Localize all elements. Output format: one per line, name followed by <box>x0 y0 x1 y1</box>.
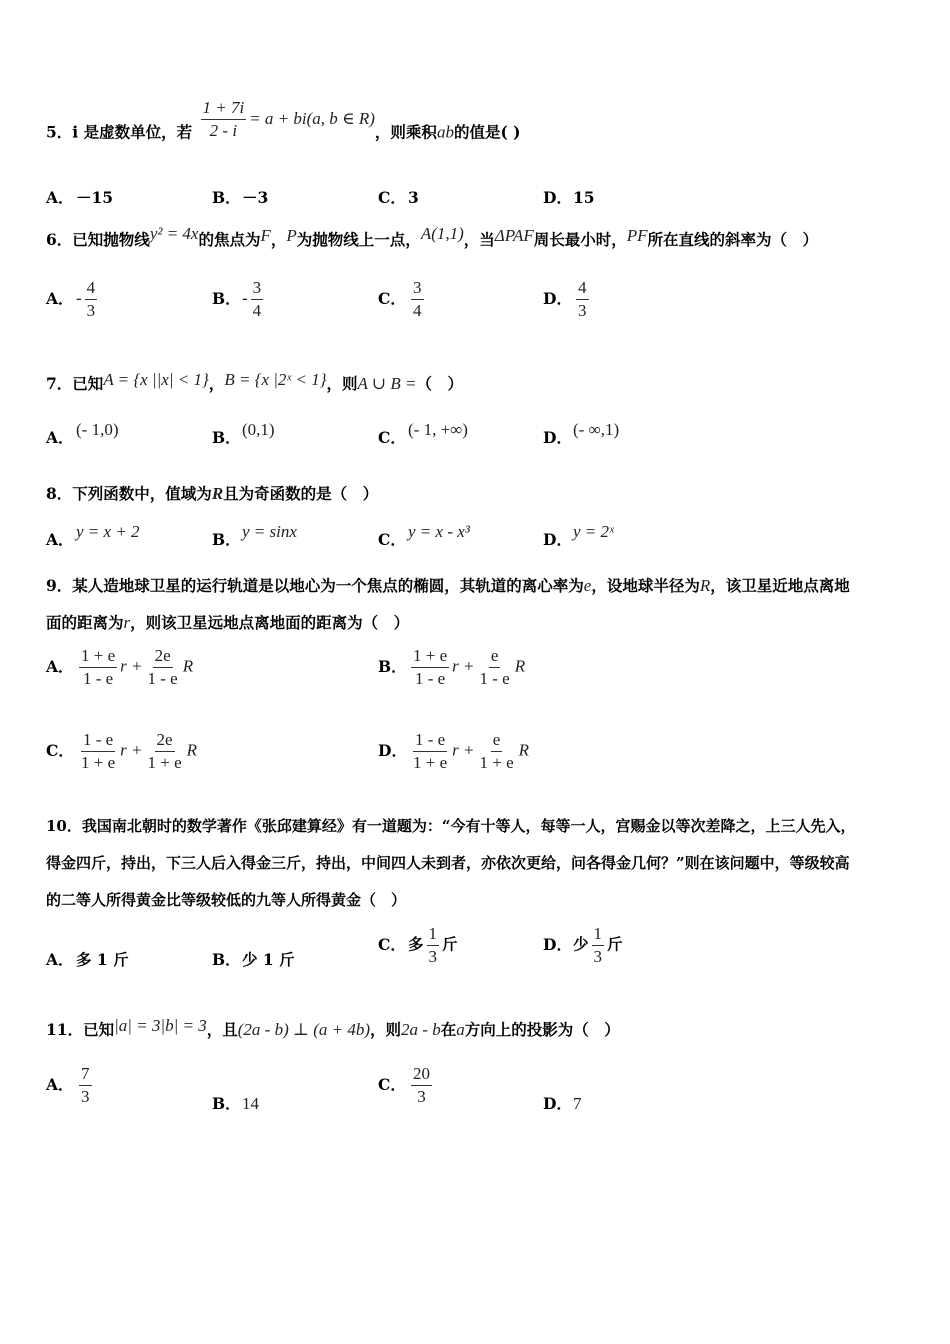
fraction-den: 3 <box>578 301 587 320</box>
option-value: y = x + 2 <box>76 522 140 541</box>
fraction-num: 3 <box>251 278 264 300</box>
option-term: R <box>514 656 526 676</box>
q9-e: e <box>583 576 592 595</box>
option-term: R <box>182 656 194 676</box>
fraction-num: 1 - e <box>413 730 447 752</box>
option-label: C． <box>378 288 406 308</box>
option-term: R <box>518 740 530 760</box>
q7-text: 已知 <box>72 374 104 393</box>
q8-option-a[interactable] <box>46 522 140 550</box>
option-label: C． <box>378 530 406 549</box>
q11-text: 已知 <box>83 1020 115 1039</box>
option-fraction-2 <box>477 730 515 773</box>
option-label: D． <box>543 188 572 207</box>
fraction-den: 1 - e <box>82 669 114 688</box>
q9-option-d[interactable] <box>378 730 529 773</box>
option-value: y = sinx <box>242 522 297 541</box>
option-fraction-1 <box>411 730 449 773</box>
q10-option-c[interactable] <box>378 924 458 967</box>
option-label: A． <box>46 530 74 549</box>
q9-option-a[interactable] <box>46 646 193 689</box>
q8-r: R <box>211 484 224 503</box>
fraction-num: 4 <box>576 278 589 300</box>
fraction-den: 1 - e <box>414 669 446 688</box>
option-term: R <box>186 740 198 760</box>
option-fraction-1 <box>411 646 449 689</box>
option-value: (- ∞,1) <box>573 420 620 439</box>
q9-text: 9．某人造地球卫星的运行轨道是以地心为一个焦点的椭圆，其轨道的离心率为 <box>46 576 584 595</box>
option-value: (- 1, +∞) <box>408 420 468 439</box>
q5-option-a[interactable] <box>46 186 113 208</box>
option-fraction-2 <box>145 730 183 773</box>
option-label: A． <box>46 1074 74 1094</box>
fraction-den: 4 <box>413 301 422 320</box>
option-value: 3 <box>408 188 419 207</box>
q6-pf: PF <box>626 226 648 245</box>
option-label: B． <box>212 1094 241 1113</box>
question-10-line-2: 得金四斤，持出，下三人后入得金三斤，持出，中间四人未到者，亦依次更给，问各得金几何？”则在该问题中，等级较高 <box>46 854 850 872</box>
q6-option-c[interactable] <box>378 278 427 321</box>
q8-text-2: 且为奇函数的是（ ） <box>223 484 379 503</box>
option-value: 7 <box>573 1094 582 1113</box>
q6-triangle: ΔPAF <box>494 226 534 245</box>
option-term: r + <box>120 656 143 676</box>
q6-point-p: P <box>286 226 297 245</box>
fraction-den: 3 <box>593 947 603 966</box>
fraction-den: 1 + e <box>479 753 514 772</box>
fraction-num: 3 <box>411 278 424 300</box>
q7-option-d[interactable] <box>543 420 620 448</box>
q7-text-2: ， <box>208 374 225 393</box>
fraction-num: 1 + e <box>411 646 449 668</box>
q9-option-b[interactable] <box>378 646 525 689</box>
option-fraction <box>251 278 264 321</box>
q11-option-b[interactable] <box>212 1092 259 1114</box>
q5-option-b[interactable] <box>212 186 268 208</box>
q11-condition: |a| = 3|b| = 3 <box>114 1016 207 1035</box>
q11-a: a <box>456 1020 465 1039</box>
fraction-den: 3 <box>86 301 96 320</box>
fraction-num: 1 <box>592 924 605 946</box>
q6-option-b[interactable] <box>212 278 266 321</box>
q9-r: R <box>699 576 711 595</box>
q7-text-3: ，则 <box>326 374 358 393</box>
fraction-num: e <box>491 730 503 752</box>
option-value: 少 1 斤 <box>242 950 295 969</box>
option-label: A． <box>46 428 74 447</box>
q6-point-a: A(1,1) <box>420 224 464 243</box>
option-label: B． <box>212 950 241 969</box>
q11-text-5: 方向上的投影为（ ） <box>464 1020 620 1039</box>
q5-option-c[interactable] <box>378 186 419 208</box>
option-fraction <box>79 1064 92 1107</box>
q6-focus: F <box>260 226 271 245</box>
option-sign: - <box>76 288 82 308</box>
option-fraction-2 <box>145 646 179 689</box>
question-11 <box>46 1018 620 1040</box>
option-value: y = x - x³ <box>408 522 470 541</box>
question-6 <box>46 224 819 250</box>
option-prefix: 多 <box>408 934 424 954</box>
option-term: r + <box>452 740 475 760</box>
option-fraction-2 <box>477 646 511 689</box>
fraction-den: 3 <box>428 947 438 966</box>
option-label: D． <box>543 530 572 549</box>
option-fraction <box>576 278 589 321</box>
q7-number: 7． <box>46 374 73 393</box>
fraction-den: 1 + e <box>81 753 116 772</box>
q5-text: i 是虚数单位，若 <box>72 122 193 142</box>
q6-text-6: 周长最小时， <box>533 230 627 249</box>
option-fraction <box>411 278 424 321</box>
q7-set-a: A = {x ||x| < 1} <box>103 370 209 389</box>
option-label: D． <box>543 934 572 954</box>
option-label: C． <box>378 188 406 207</box>
q6-text-5: ，当 <box>463 230 495 249</box>
option-value: y = 2ˣ <box>573 522 614 541</box>
q10-option-d[interactable] <box>543 924 623 967</box>
q8-option-b[interactable] <box>212 522 297 550</box>
q6-number: 6． <box>46 230 73 249</box>
fraction-num: 1 - e <box>81 730 115 752</box>
option-value: －15 <box>76 188 114 207</box>
q9-text-3: ，该卫星近地点离地 <box>710 576 850 595</box>
option-sign: - <box>242 288 248 308</box>
fraction-den: 1 + e <box>147 753 182 772</box>
q7-option-b[interactable] <box>212 420 275 448</box>
option-label: D． <box>543 1094 572 1113</box>
q11-text-2: ，且 <box>206 1020 238 1039</box>
fraction-num: e <box>489 646 501 668</box>
fraction-num: 2e <box>153 646 173 668</box>
option-label: B． <box>378 656 407 676</box>
question-10-line-1: 10．我国南北朝时的数学著作《张邱建算经》有一道题为：“今有十等人，每等一人，宫赐金以等次差降之，上三人先入， <box>46 817 856 835</box>
option-label: D． <box>543 288 572 308</box>
option-value: －3 <box>242 188 269 207</box>
q11-text-4: 在 <box>440 1020 457 1039</box>
q11-option-d[interactable] <box>543 1092 582 1114</box>
q5-option-d[interactable] <box>543 186 595 208</box>
q8-text: 下列函数中，值域为 <box>72 484 212 503</box>
q7-set-b: B = {x |2ˣ < 1} <box>224 370 327 389</box>
question-9-line-2 <box>46 611 409 633</box>
q5-fraction-num: 1 + 7i <box>201 98 247 120</box>
q11-text-3: ，则 <box>370 1020 402 1039</box>
option-fraction <box>411 1064 432 1107</box>
q5-text-3: 的值是( ) <box>453 122 521 142</box>
q10-option-a[interactable] <box>46 948 129 970</box>
q6-text-3: ， <box>270 230 287 249</box>
q11-option-a[interactable] <box>46 1064 95 1107</box>
option-prefix: 少 <box>573 934 589 954</box>
q9-small-r: r <box>123 613 131 632</box>
question-10-line-3: 的二等人所得黄金比等级较低的九等人所得黄金（ ） <box>46 891 407 909</box>
q9-text-5: ，则该卫星远地点离地面的距离为（ ） <box>130 613 410 632</box>
q5-text-2: ，则乘积 <box>374 122 437 142</box>
question-5 <box>46 98 521 155</box>
fraction-num: 7 <box>79 1064 92 1086</box>
option-fraction-1 <box>79 730 117 773</box>
option-label: B． <box>212 530 241 549</box>
q11-number: 11． <box>46 1020 84 1039</box>
q11-option-c[interactable] <box>378 1064 435 1107</box>
option-label: D． <box>378 740 407 760</box>
question-7 <box>46 372 463 394</box>
q7-text-4: （ ） <box>416 374 463 393</box>
option-label: A． <box>46 950 74 969</box>
fraction-num: 2e <box>155 730 175 752</box>
option-value: 15 <box>573 188 595 207</box>
option-label: C． <box>46 740 74 760</box>
option-value: 多 1 斤 <box>76 950 129 969</box>
fraction-den: 3 <box>417 1087 426 1106</box>
q5-ab: ab <box>436 122 454 142</box>
q9-option-c[interactable] <box>46 730 197 773</box>
option-term: r + <box>120 740 143 760</box>
option-label: C． <box>378 1074 406 1094</box>
q6-option-a[interactable] <box>46 278 100 321</box>
question-8 <box>46 482 378 504</box>
option-label: C． <box>378 428 406 447</box>
option-label: A． <box>46 288 74 308</box>
option-value: (0,1) <box>242 420 275 439</box>
option-suffix: 斤 <box>442 934 458 954</box>
option-suffix: 斤 <box>607 934 623 954</box>
fraction-den: 1 + e <box>413 753 448 772</box>
option-label: C． <box>378 934 406 954</box>
fraction-num: 1 <box>427 924 440 946</box>
q9-text-4: 面的距离为 <box>46 613 124 632</box>
q11-vector: 2a - b <box>401 1020 441 1039</box>
fraction-den: 1 - e <box>147 669 178 688</box>
option-label: B． <box>212 188 241 207</box>
q8-option-c[interactable] <box>378 522 470 550</box>
fraction-num: 4 <box>85 278 98 300</box>
option-fraction <box>427 924 440 967</box>
fraction-den: 1 - e <box>479 669 510 688</box>
fraction-num: 1 + e <box>79 646 117 668</box>
q5-equation: = a + bi(a, b ∈ R) <box>249 108 375 128</box>
question-9-line-1 <box>46 574 850 596</box>
q5-fraction-den: 2 - i <box>209 121 238 140</box>
option-term: r + <box>452 656 475 676</box>
fraction-num: 20 <box>411 1064 432 1086</box>
option-label: B． <box>212 288 241 308</box>
q6-text: 已知抛物线 <box>72 230 150 249</box>
q6-text-4: 为抛物线上一点， <box>296 230 421 249</box>
q7-option-c[interactable] <box>378 420 468 448</box>
option-label: A． <box>46 188 74 207</box>
fraction-den: 4 <box>252 301 262 320</box>
option-fraction <box>592 924 605 967</box>
q6-text-7: 所在直线的斜率为（ ） <box>647 230 819 249</box>
q6-text-2: 的焦点为 <box>198 230 261 249</box>
q8-number: 8． <box>46 484 73 503</box>
q9-text-2: ，设地球半径为 <box>591 576 700 595</box>
q5-fraction <box>201 98 247 141</box>
option-label: A． <box>46 656 74 676</box>
option-fraction-1 <box>79 646 117 689</box>
option-value: (- 1,0) <box>76 420 119 439</box>
q8-option-d[interactable] <box>543 522 614 550</box>
q5-number: 5． <box>46 122 73 142</box>
q10-option-b[interactable] <box>212 948 295 970</box>
option-label: D． <box>543 428 572 447</box>
q11-perpendicular: (2a - b) ⊥ (a + 4b) <box>237 1020 371 1039</box>
q6-option-d[interactable] <box>543 278 592 321</box>
q7-option-a[interactable] <box>46 420 119 448</box>
q6-parabola: y² = 4x <box>149 224 199 243</box>
option-label: B． <box>212 428 241 447</box>
fraction-den: 3 <box>81 1087 90 1106</box>
option-fraction <box>85 278 98 321</box>
option-value: 14 <box>242 1094 259 1113</box>
q7-union: A ∪ B = <box>357 374 417 393</box>
